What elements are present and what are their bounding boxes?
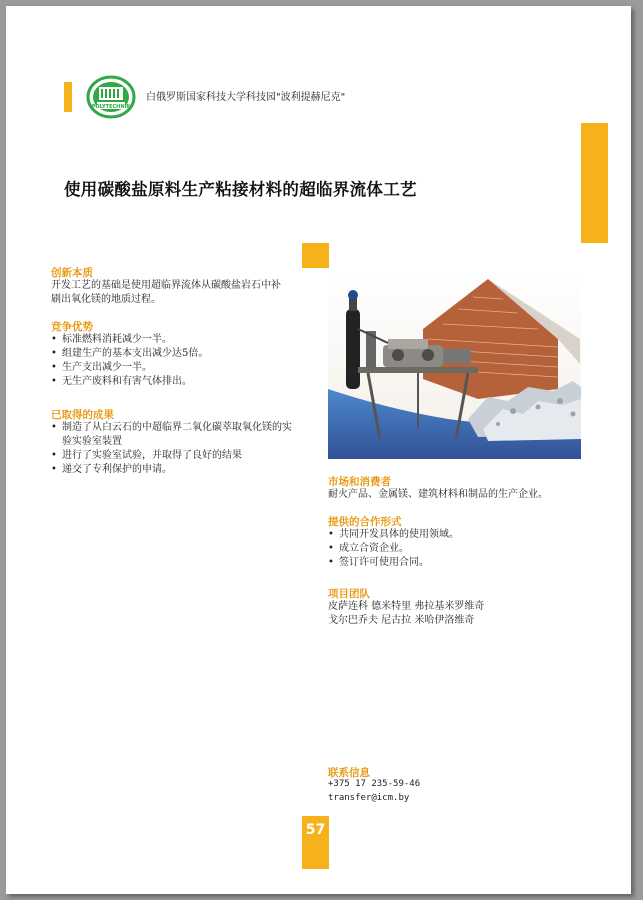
essence-text: 开发工艺的基础是使用超临界流体从碳酸盐岩石中补刷出氧化镁的地质过程。 bbox=[51, 280, 281, 305]
results-list bbox=[51, 421, 296, 477]
page-number-tab bbox=[302, 816, 329, 869]
header-accent-bar bbox=[64, 82, 72, 112]
list-item: • 共同开发具体的使用领域。 bbox=[328, 528, 588, 542]
list-item: • 组建生产的基本支出减少达5倍。 bbox=[51, 347, 286, 361]
list-item: • 制造了从白云石的中超临界二氧化碳萃取氧化镁的实验实验室装置 bbox=[51, 421, 296, 449]
team-heading: 项目团队 bbox=[328, 588, 370, 600]
list-item: • 进行了实验室试验，并取得了良好的结果 bbox=[51, 449, 296, 463]
list-item: • 递交了专利保护的申请。 bbox=[51, 463, 296, 477]
cooperation-list bbox=[328, 528, 588, 570]
contact-email: transfer@icm.by bbox=[328, 793, 410, 803]
advantages-list bbox=[51, 333, 286, 389]
document-page bbox=[6, 6, 631, 894]
list-item: • 生产支出减少一半。 bbox=[51, 361, 286, 375]
market-heading: 市场和消费者 bbox=[328, 476, 391, 488]
contact-heading: 联系信息 bbox=[328, 767, 370, 779]
page-number: 57 bbox=[305, 822, 326, 838]
results-heading: 已取得的成果 bbox=[51, 409, 114, 421]
market-text: 耐火产品、金属镁、建筑材料和制品的生产企业。 bbox=[328, 489, 548, 500]
page-title: 使用碳酸盐原料生产粘接材料的超临界流体工艺 bbox=[64, 180, 417, 199]
accent-square bbox=[302, 243, 329, 268]
team-members bbox=[328, 600, 598, 628]
logo-caption: POLYTECHNIK bbox=[91, 104, 131, 110]
team-line: 皮萨连科 德米特里 弗拉基米罗维奇 bbox=[328, 601, 485, 612]
equipment-photo bbox=[328, 269, 581, 459]
advantages-heading: 竞争优势 bbox=[51, 321, 93, 333]
list-item: • 签订许可使用合同。 bbox=[328, 556, 588, 570]
cooperation-heading: 提供的合作形式 bbox=[328, 516, 402, 528]
essence-heading: 创新本质 bbox=[51, 267, 93, 279]
list-item: • 标准燃料消耗减少一半。 bbox=[51, 333, 286, 347]
polytechnik-logo bbox=[86, 74, 136, 120]
team-line: 戈尔巴乔夫 尼古拉 米哈伊洛维奇 bbox=[328, 615, 475, 626]
list-item: • 成立合资企业。 bbox=[328, 542, 588, 556]
contact-phone: +375 17 235-59-46 bbox=[328, 779, 421, 789]
side-accent-bar bbox=[581, 123, 608, 243]
list-item: • 无生产废料和有害气体排出。 bbox=[51, 375, 286, 389]
organization-name: 白俄罗斯国家科技大学科技园"波利提赫尼克" bbox=[146, 92, 346, 103]
